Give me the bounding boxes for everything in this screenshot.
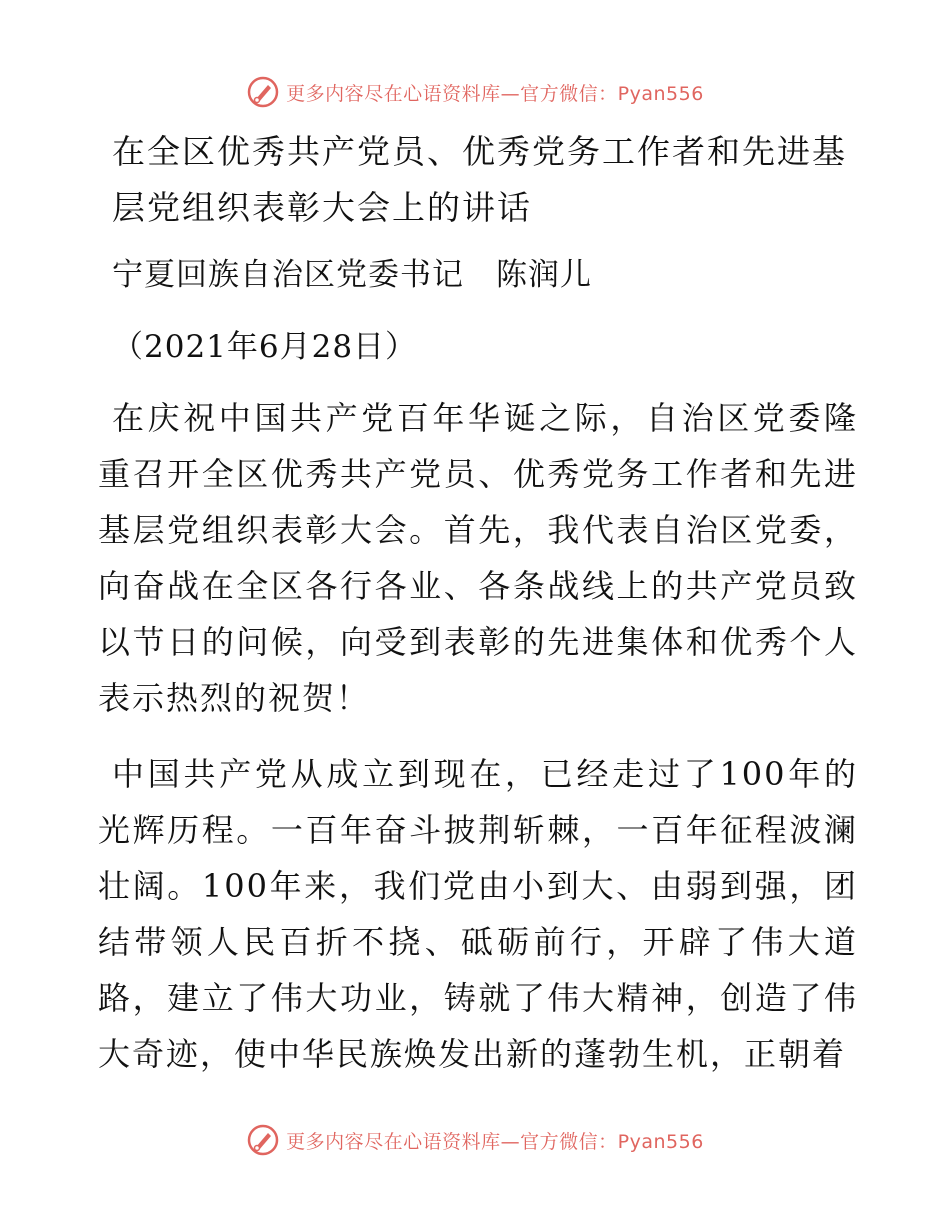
document-body bbox=[98, 124, 858, 1082]
watermark-text: 更多内容尽在心语资料库—官方微信：Pyan556 bbox=[286, 82, 704, 105]
document-date: （2021年6月28日） bbox=[112, 329, 418, 365]
paragraph: 在庆祝中国共产党百年华诞之际，自治区党委隆重召开全区优秀共产党员、优秀党务工作者和先进基层党组织表彰大会。首先，我代表自治区党委，向奋战在全区各行各业、各条战线上的共产党员致以节日的问候，向受到表彰的先进集体和优秀个人表示热烈的祝贺！ bbox=[98, 399, 858, 717]
header-watermark bbox=[0, 70, 950, 114]
paragraph: 中国共产党从成立到现在，已经走过了100年的光辉历程。一百年奋斗披荆斩棘，一百年征程波澜壮阔。100年来，我们党由小到大、由弱到强，团结带领人民百折不挠、砥砺前行，开辟了伟大道路，建立了伟大功业，铸就了伟大精神，创造了伟大奇迹，使中华民族焕发出新的蓬勃生机，正朝着 bbox=[98, 755, 858, 1073]
document-title: 在全区优秀共产党员、优秀党务工作者和先进基层党组织表彰大会上的讲话 bbox=[112, 132, 847, 227]
footer-watermark bbox=[0, 1118, 950, 1162]
document-author: 宁夏回族自治区党委书记 陈润儿 bbox=[112, 257, 592, 293]
pen-logo-icon bbox=[246, 1123, 280, 1157]
watermark-text: 更多内容尽在心语资料库—官方微信：Pyan556 bbox=[286, 1130, 704, 1153]
pen-logo-icon bbox=[246, 75, 280, 109]
